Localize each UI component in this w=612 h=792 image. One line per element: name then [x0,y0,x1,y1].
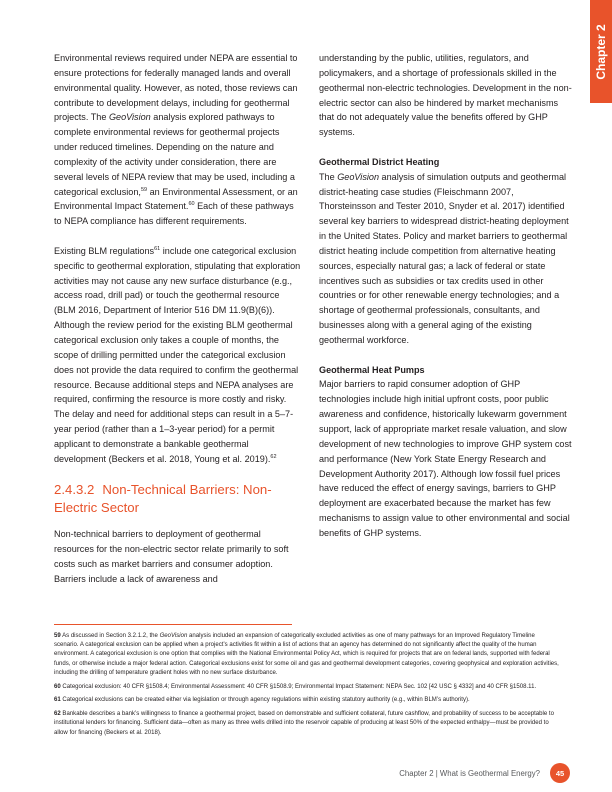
footnote-ref-60[interactable]: 60 [188,201,195,208]
footnote-divider [54,624,292,625]
chapter-tab [590,0,612,103]
page-footer [399,766,570,780]
right-column [319,51,573,541]
footnote-62: 62 Bankable describes a bank’s willingness to finance a geothermal project, based on demonstrable and sufficient collateral, future cashflow, and probability of success to be acceptable to institutional lenders for financing. Sufficient data—often as many as three wells drilled into the reservoir capable of producing at least 50% of the expected enthalpy—must be provided to allow for financing (Beckers et al. 2018). [54,711,554,736]
footnote-ref-62[interactable]: 62 [270,453,277,460]
district-heating-heading: Geothermal District Heating [319,156,440,167]
page-number: 45 [550,763,570,783]
left-paragraph-3: Non-technical barriers to deployment of geothermal resources for the non-electric sector relate primarily to soft costs such as market barriers and consumer adoption. Barriers include a lack of awareness and [54,529,289,584]
right-paragraph-3: Major barriers to rapid consumer adoption of GHP technologies include high initial upfront costs, poor public awareness and confidence, historically lukewarm government support, lack of appropriate market resale valuation, and slow development of new technologies to improve GHP system cost and performance (New York State Energy Research and Development Authority 2017). Although low fossil fuel prices have reduced the effect of energy savings, barriers to GHP deployment are exacerbated because the market has few mechanisms to assign value to other environmental and social benefits of GHP systems. [319,379,572,538]
footnote-ref-59[interactable]: 59 [140,186,148,193]
heat-pumps-heading: Geothermal Heat Pumps [319,364,425,375]
left-column [54,51,302,587]
right-paragraph-2: The GeoVision analysis of simulation outputs and geothermal district-heating case studies (Fleischmann 2007, Thorsteinsson and Tester 2010, Snyder et al. 2017) identified several key barriers to widespread district-heating deployment in the United States. Policy and market barriers to geothermal district heating include competition from alternative heating sources, especially natural gas; a lack of federal or state incentives such as subsidies or tax credits used in other countries or for other renewable energy technologies; and a shortage of geothermal professionals, consultants, and businesses along with a general aging of the existing geothermal workforce. [319,171,569,345]
right-paragraph-1: understanding by the public, utilities, regulators, and policymakers, and a shortage of professionals skilled in the geothermal non-electric technologies. Development in the non-electric sector can also be hindered by market mechanisms that do not adequately value the benefits offered by GHP systems. [319,53,572,138]
left-paragraph-1: Environmental reviews required under NEPA are essential to ensure protections for federally managed lands and overall environmental quality. However, as noted, those reviews can contribute to development delays, including for geothermal projects. The GeoVision analysis explored pathways to complete environmental reviews for geothermal projects under reduced timelines. Depending on the nature and complexity of the activity under consideration, there are several levels of NEPA review that may be used, including a categorical exclusion,$^{59}$ an Environmental Assessment, or an Environmental Impact Statement.$^{60}$ Each of these pathways to NEPA compliance has different requirements. [54,53,298,227]
footer-chapter-label: Chapter 2 | What is Geothermal Energy? [399,768,540,778]
footnotes [54,632,559,742]
chapter-tab-label: Chapter 2 [594,23,608,80]
footnote-59: 59 As discussed in Section 3.2.1.2, the GeoVision analysis included an expansion of categorically excluded activities as one of many pathways for an Improved Regulatory Timeline scenario. A categorical exclusion can be applied when a project’s activities fit within a list of actions that an agency has determined do not significantly affect the quality of the human environment. A categorical exclusion is one option that complies with the National Environmental Policy Act, which is required for projects that are on federal lands, supported with federal funds, or otherwise include a major federal action. Categorical exclusions exist for some oil and gas and geothermal development categories, covering geophysical and exploration activities, including the drilling of temperature gradient holes with no new surface disturbance. [54,633,559,676]
section-title: Non-Technical Barriers: Non-Electric Sector [54,482,272,515]
left-paragraph-2: Existing BLM regulations$^{61}$ include one categorical exclusion specific to geothermal exploration, stipulating that exploration activities may not cause any new surface disturbance (e.g., access road, drill pad) or touch the geothermal resource (BLM 2016, Department of Interior 516 DM 11.9(B)(6)). Although the review period for the existing BLM geothermal categorical exclusion only takes a couple of months, the scope of drilling permitted under the categorical exclusion does not provide the data required to confirm the geothermal resource. Because additional steps and NEPA analyses are required, confirming the resource is more costly and risky. The delay and need for additional steps can result in a 5–7-year period (rather than a 1–3-year period) for a permit applicant to demonstrate a bankable geothermal development (Beckers et al. 2018, Young et al. 2019).$^{62}$ [54,245,301,464]
section-heading [54,481,302,516]
footnote-ref-61[interactable]: 61 [154,245,161,252]
footnote-60: 60 Categorical exclusion: 40 CFR §1508.4; Environmental Assessment: 40 CFR §1508.9; Environmental Impact Statement: NEPA Sec. 102 [42 USC § 4332] and 40 CFR §1508.11. [54,683,537,690]
footnote-61: 61 Categorical exclusions can be created either via legislation or through agency regulations within existing statutory authority (e.g., within BLM’s authority). [54,697,470,704]
section-number: 2.4.3.2 [54,482,95,498]
